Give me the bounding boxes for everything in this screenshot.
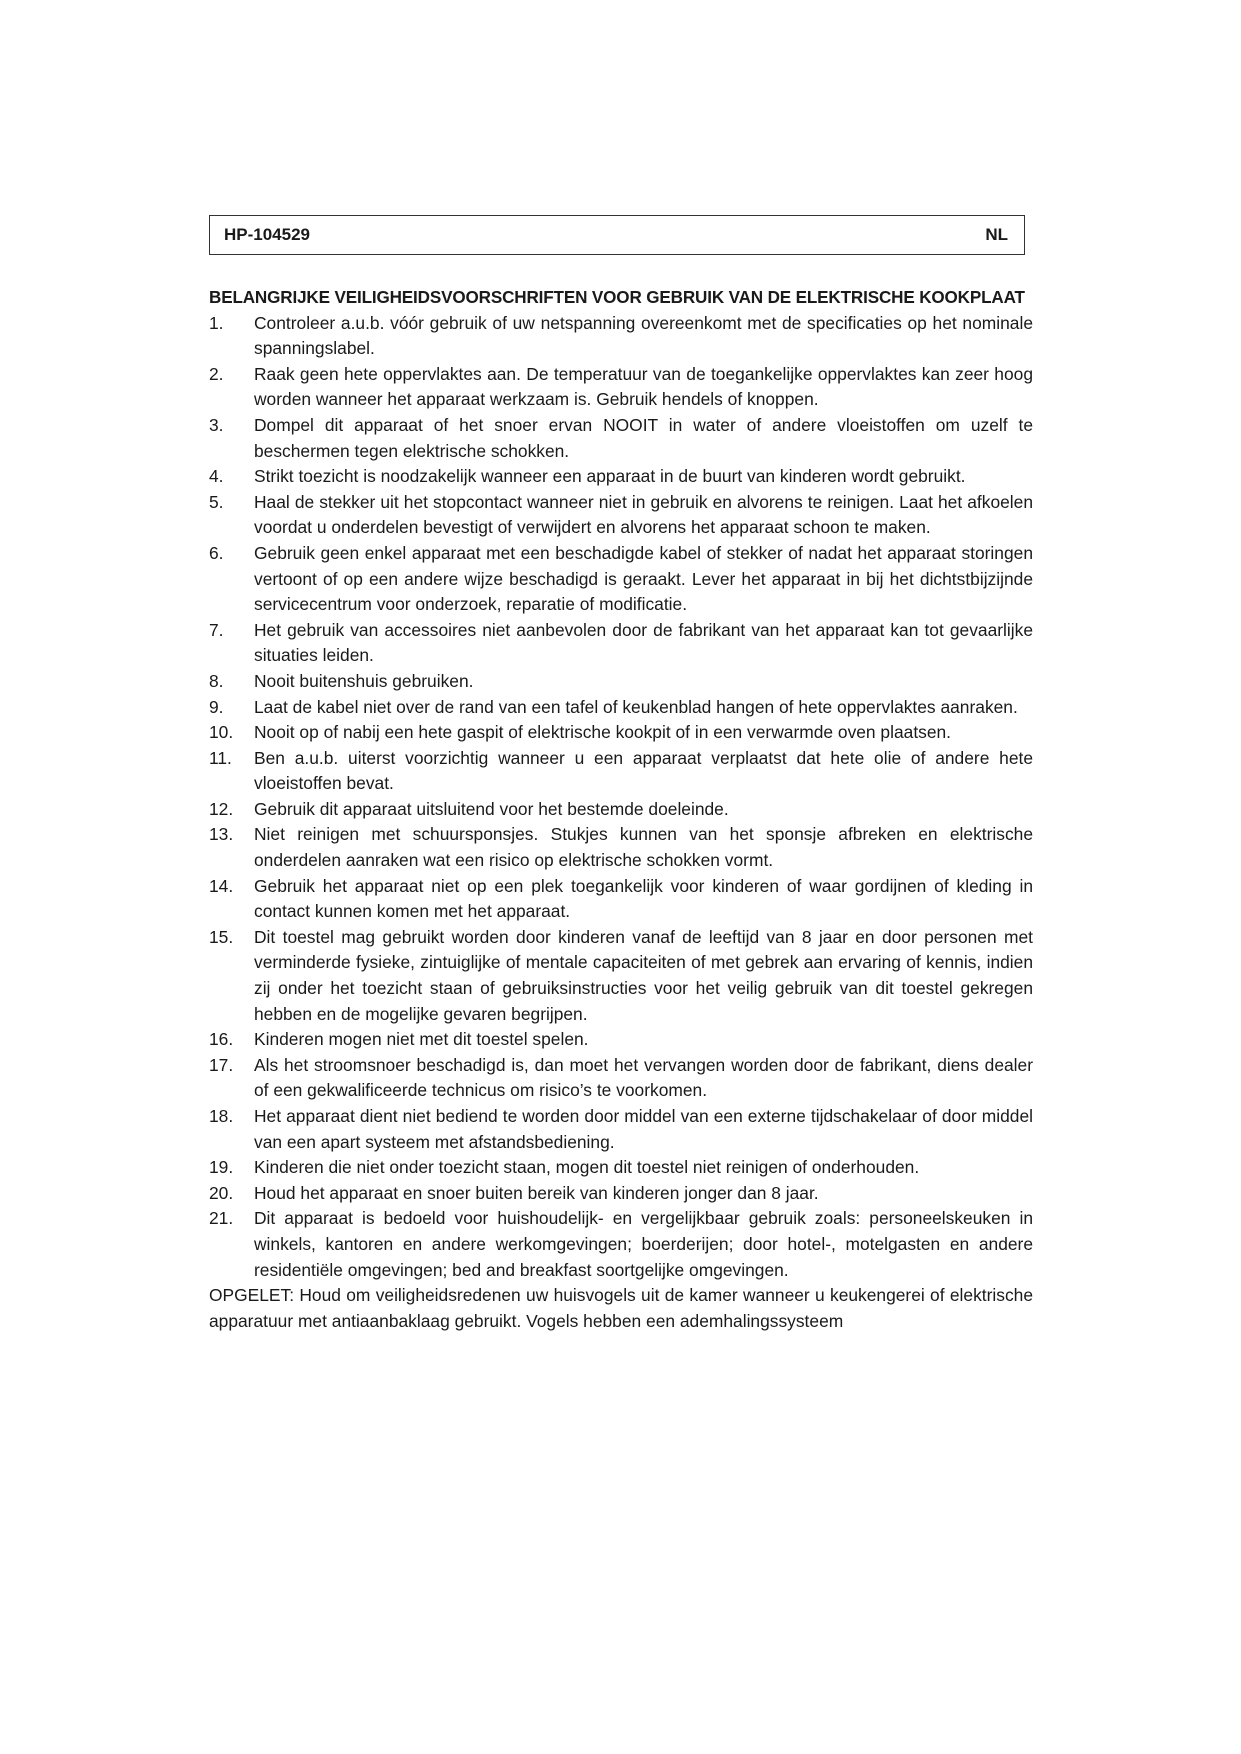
list-item [209,1104,1033,1155]
list-item [209,541,1033,618]
item-number: 12. [209,798,234,819]
list-item [209,797,1033,823]
item-text: Raak geen hete oppervlaktes aan. De temperatuur van de toegankelijke oppervlaktes kan zeer hoog worden wanneer het apparaat werkzaam is. Gebruik hendels of knoppen. [254,363,1033,410]
item-number: 8. [209,670,224,691]
list-item [209,822,1033,873]
list-item [209,1155,1033,1181]
list-item [209,1027,1033,1053]
list-item [209,695,1033,721]
item-text: Dompel dit apparaat of het snoer ervan NOOIT in water of andere vloeistoffen om uzelf te beschermen tegen elektrische schokken. [254,414,1033,461]
list-item [209,1053,1033,1104]
item-number: 11. [209,747,232,768]
item-number: 19. [209,1157,234,1178]
list-item [209,362,1033,413]
item-number: 13. [209,824,234,845]
document-body [209,285,1033,1334]
item-text: Gebruik geen enkel apparaat met een beschadigde kabel of stekker of nadat het apparaat storingen vertoont of op een andere wijze beschadigd is geraakt. Lever het apparaat in bij het dichtstbijzijnde servicecentrum voor onderzoek, reparatie of modificatie. [254,542,1033,615]
list-item [209,413,1033,464]
list-item [209,874,1033,925]
item-text: Nooit buitenshuis gebruiken. [254,670,474,691]
item-text: Het gebruik van accessoires niet aanbevolen door de fabrikant van het apparaat kan tot gevaarlijke situaties leiden. [254,619,1033,666]
item-text: Kinderen die niet onder toezicht staan, mogen dit toestel niet reinigen of onderhouden. [254,1157,920,1178]
item-number: 5. [209,491,224,512]
list-item [209,464,1033,490]
item-number: 1. [209,312,224,333]
item-text: Houd het apparaat en snoer buiten bereik van kinderen jonger dan 8 jaar. [254,1182,819,1203]
item-text: Dit toestel mag gebruikt worden door kinderen vanaf de leeftijd van 8 jaar en door personen met verminderde fysieke, zintuiglijke of mentale capaciteiten of met gebrek aan ervaring of kennis, indien zij onder het toezicht staan of gebruiksinstructies voor het veilig gebruik van dit toestel gekregen hebben en de mogelijke gevaren begrijpen. [254,926,1033,1024]
item-number: 9. [209,696,224,717]
item-number: 2. [209,363,224,384]
list-item [209,618,1033,669]
list-item [209,1181,1033,1207]
item-number: 10. [209,722,234,743]
item-text: Als het stroomsnoer beschadigd is, dan moet het vervangen worden door de fabrikant, diens dealer of een gekwalificeerde technicus om risico’s te voorkomen. [254,1054,1033,1101]
list-item [209,669,1033,695]
list-item [209,925,1033,1027]
document-header [209,215,1025,255]
item-text: Laat de kabel niet over de rand van een tafel of keukenblad hangen of hete oppervlaktes aanraken. [254,696,1018,717]
item-number: 14. [209,875,234,896]
list-item [209,746,1033,797]
list-item [209,311,1033,362]
item-number: 21. [209,1208,234,1229]
item-text: Strikt toezicht is noodzakelijk wanneer een apparaat in de buurt van kinderen wordt gebruikt. [254,466,966,487]
list-item [209,490,1033,541]
item-number: 6. [209,542,224,563]
item-text: Gebruik dit apparaat uitsluitend voor het bestemde doeleinde. [254,798,729,819]
item-text: Niet reinigen met schuursponsjes. Stukjes kunnen van het sponsje afbreken en elektrische onderdelen aanraken wat een risico op elektrische schokken vormt. [254,824,1033,871]
item-text: Haal de stekker uit het stopcontact wanneer niet in gebruik en alvorens te reinigen. Laat het afkoelen voordat u onderdelen bevestigt of verwijdert en alvorens het apparaat schoon te maken. [254,491,1033,538]
item-number: 4. [209,466,224,487]
item-text: Gebruik het apparaat niet op een plek toegankelijk voor kinderen of waar gordijnen of kleding in contact kunnen komen met het apparaat. [254,875,1033,922]
list-item [209,720,1033,746]
language-code: NL [985,225,1008,244]
safety-list [209,311,1033,1284]
item-number: 18. [209,1106,234,1126]
warning-note: OPGELET: Houd om veiligheidsredenen uw huisvogels uit de kamer wanneer u keukengerei of elektrische apparatuur met antiaanbaklaag gebruikt. Vogels hebben een ademhalingssysteem [209,1285,1033,1331]
section-title: BELANGRIJKE VEILIGHEIDSVOORSCHRIFTEN VOOR GEBRUIK VAN DE ELEKTRISCHE KOOKPLAAT [209,288,1025,307]
item-number: 3. [209,414,224,435]
item-number: 15. [209,926,234,947]
item-text: Ben a.u.b. uiterst voorzichtig wanneer u een apparaat verplaatst dat hete olie of andere hete vloeistoffen bevat. [254,747,1033,794]
item-text: Controleer a.u.b. vóór gebruik of uw netspanning overeenkomt met de specificaties op het nominale spanningslabel. [254,312,1033,359]
item-number: 20. [209,1182,234,1203]
item-text: Kinderen mogen niet met dit toestel spelen. [254,1029,589,1050]
list-item [209,1206,1033,1283]
product-code: HP-104529 [224,225,311,244]
item-text: Het apparaat dient niet bediend te worden door middel van een externe tijdschakelaar of door middel van een apart systeem met afstandsbediening. [254,1106,1033,1152]
item-text: Dit apparaat is bedoeld voor huishoudelijk- en vergelijkbaar gebruik zoals: personeelskeuken in winkels, kantoren en andere werkomgevingen; boerderijen; door hotel-, motelgasten en andere residentiële omgevingen; bed and breakfast soortgelijke omgevingen. [254,1208,1033,1280]
item-text: Nooit op of nabij een hete gaspit of elektrische kookpit of in een verwarmde oven plaatsen. [254,722,952,743]
item-number: 16. [209,1029,234,1050]
item-number: 17. [209,1054,234,1075]
item-number: 7. [209,619,224,640]
